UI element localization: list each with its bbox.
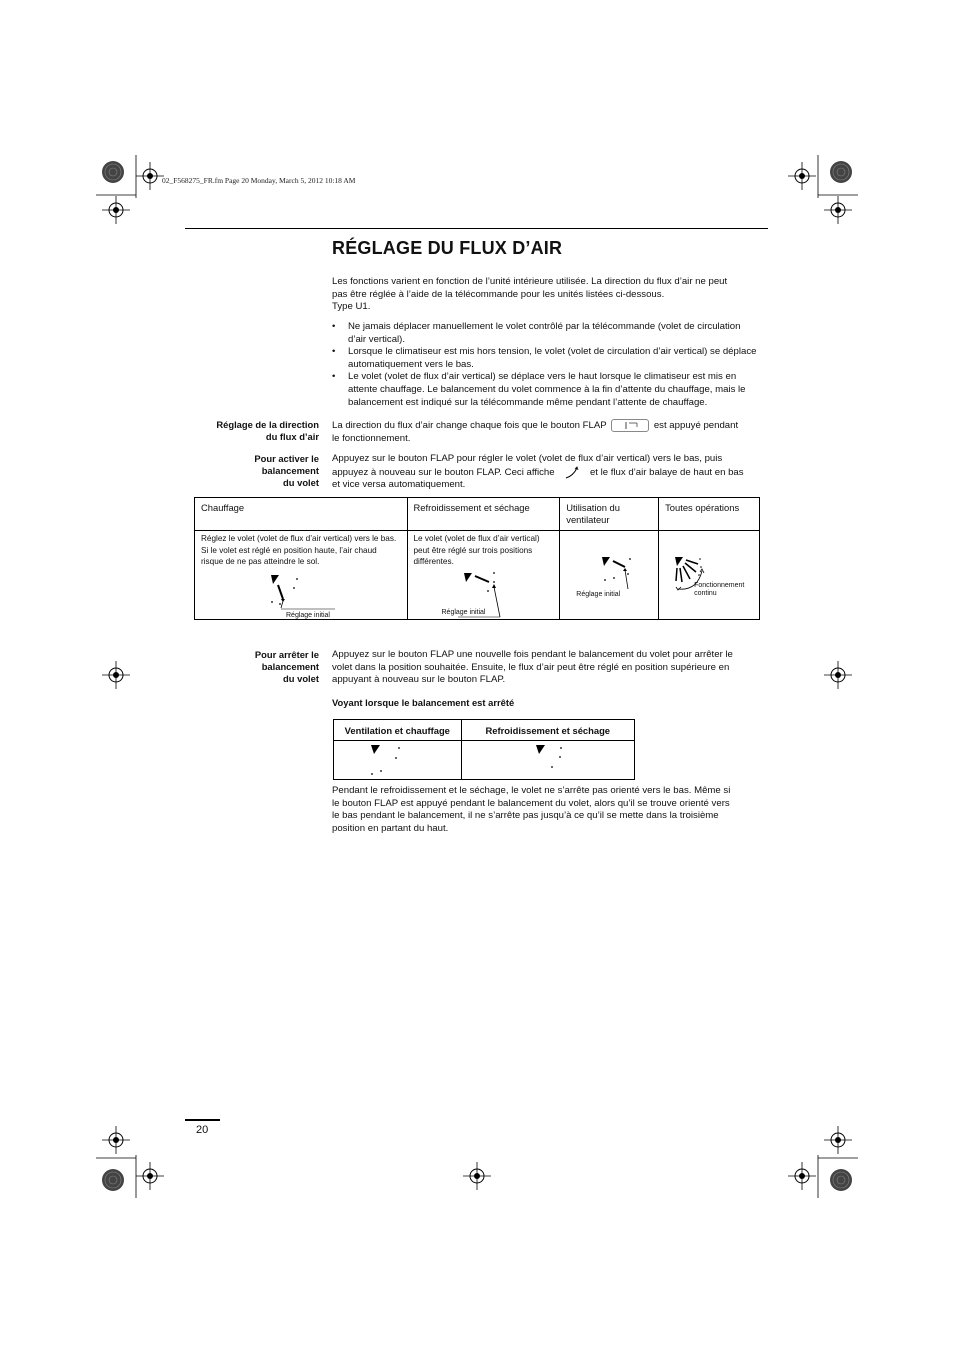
section-label-line: Pour arrêter le (254, 649, 319, 660)
heating-text: Réglez le volet (volet de flux d’air vertical) vers le bas. Si le volet est réglé en position haute, l’air chaud risque de ne pas atteindre le sol. (201, 534, 397, 567)
section-label-line: balancement (261, 661, 319, 673)
top-rule (185, 228, 768, 229)
cooling-indicator-diagram (533, 743, 583, 779)
stop-line-2: volet dans la position souhaitée. Ensuite, le flux d’air peut être réglé en position supérieure en (332, 661, 730, 673)
flap-positions-table (194, 497, 760, 620)
stop-paragraph (332, 649, 762, 687)
table-header-heating: Chauffage (195, 498, 408, 531)
section-label-line: du flux d’air (265, 431, 319, 443)
ventilation-indicator-cell (334, 741, 462, 780)
continuous-label-line: continu (694, 590, 717, 597)
closing-line-4: position en partant du haut. (332, 822, 449, 834)
activate-paragraph (332, 453, 762, 492)
cooling-initial-label: Réglage initial (441, 609, 486, 616)
ventilation-indicator-diagram (368, 743, 418, 779)
activate-line-2a: appuyez à nouveau sur le bouton FLAP. Ceci affiche (332, 466, 555, 478)
table-header-cooling-drying: Refroidissement et séchage (461, 720, 634, 741)
fan-cell (560, 531, 659, 620)
indicator-heading: Voyant lorsque le balancement est arrêté (332, 697, 515, 708)
warning-list (332, 321, 760, 409)
direction-text-c: le fonctionnement. (332, 432, 411, 444)
intro-paragraph (332, 276, 762, 314)
section-label-line: Pour activer le (254, 453, 319, 464)
heating-flap-diagram (265, 571, 345, 617)
section-label-stop (184, 649, 319, 686)
cooling-text: Le volet (volet de flux d’air vertical) peut être réglé sur trois positions différentes. (413, 534, 540, 567)
direction-paragraph (332, 419, 762, 445)
table-header-cooling: Refroidissement et séchage (407, 498, 560, 531)
section-label-line: Réglage de la direction (216, 419, 319, 430)
heating-cell (195, 531, 408, 620)
table-header-all: Toutes opérations (659, 498, 760, 531)
file-header-note: 02_F568275_FR.fm Page 20 Monday, March 5, 2012 10:18 AM (162, 176, 356, 185)
page-number-rule (185, 1119, 220, 1121)
section-label-direction (184, 419, 319, 443)
table-header-ventilation-heating: Ventilation et chauffage (334, 720, 462, 741)
section-label-line: balancement (261, 465, 319, 477)
direction-text-b: est appuyé pendant (653, 420, 739, 432)
list-item: • Le volet (volet de flux d’air vertical) se déplace vers le haut lorsque le climatiseur est mis en attente chauffage. Le balancement du volet commence à la fin d’attente du chauffage, mais le balancement est indiqué sur la télécommande même pendant l’attente de chauffage. (332, 371, 760, 409)
section-label-line: du volet (283, 477, 319, 489)
all-operations-cell (659, 531, 760, 620)
continuous-label (694, 582, 744, 598)
list-item: • Lorsque le climatiseur est mis hors tension, le volet (volet de circulation d’air vertical) se déplace automatiquement vers le bas. (332, 346, 760, 371)
page-number: 20 (196, 1124, 209, 1136)
fan-initial-label: Réglage initial (576, 591, 621, 598)
closing-line-2: le bouton FLAP est appuyé pendant le balancement du volet, alors qu’il se trouve orienté vers (332, 797, 730, 809)
activate-line-1: Appuyez sur le bouton FLAP pour régler le volet (volet de flux d’air vertical) vers le bas, puis (332, 453, 723, 464)
intro-line-2: pas être réglée à l’aide de la télécommande pour les unités listées ci-dessous. (332, 288, 665, 300)
list-item: • Ne jamais déplacer manuellement le volet contrôlé par la télécommande (volet de circulation d’air vertical). (332, 321, 760, 346)
closing-line-1: Pendant le refroidissement et le séchage, le volet ne s’arrête pas orienté vers le bas. Même si (332, 785, 731, 796)
indicator-table (333, 719, 635, 780)
closing-paragraph (332, 785, 762, 835)
flap-button-icon (611, 419, 649, 432)
intro-line-3: Type U1. (332, 301, 371, 313)
activate-line-2b: et le flux d’air balaye de haut en bas (589, 466, 744, 478)
cooling-cell (407, 531, 560, 620)
swing-icon (563, 466, 581, 479)
heating-initial-label: Réglage initial (286, 612, 330, 619)
page-title: RÉGLAGE DU FLUX D’AIR (332, 238, 563, 258)
closing-line-3: le bas pendant le balancement, il ne s’arrête pas jusqu’à ce qu’il se mette dans la troisième (332, 810, 719, 822)
section-label-activate (184, 453, 319, 490)
continuous-label-line: Fonctionnement (694, 582, 745, 589)
stop-line-1: Appuyez sur le bouton FLAP une nouvelle fois pendant le balancement du volet pour arrêter le (332, 649, 733, 660)
stop-line-3: appuyant à nouveau sur le bouton FLAP. (332, 674, 506, 686)
section-label-line: du volet (283, 673, 319, 685)
direction-text-a: La direction du flux d’air change chaque fois que le bouton FLAP (332, 420, 607, 432)
activate-line-3: et vice versa automatiquement. (332, 479, 466, 491)
cooling-indicator-cell (461, 741, 634, 780)
intro-line-1: Les fonctions varient en fonction de l’unité intérieure utilisée. La direction du flux d’air ne peut (332, 276, 728, 287)
table-header-fan: Utilisation du ventilateur (560, 498, 659, 531)
